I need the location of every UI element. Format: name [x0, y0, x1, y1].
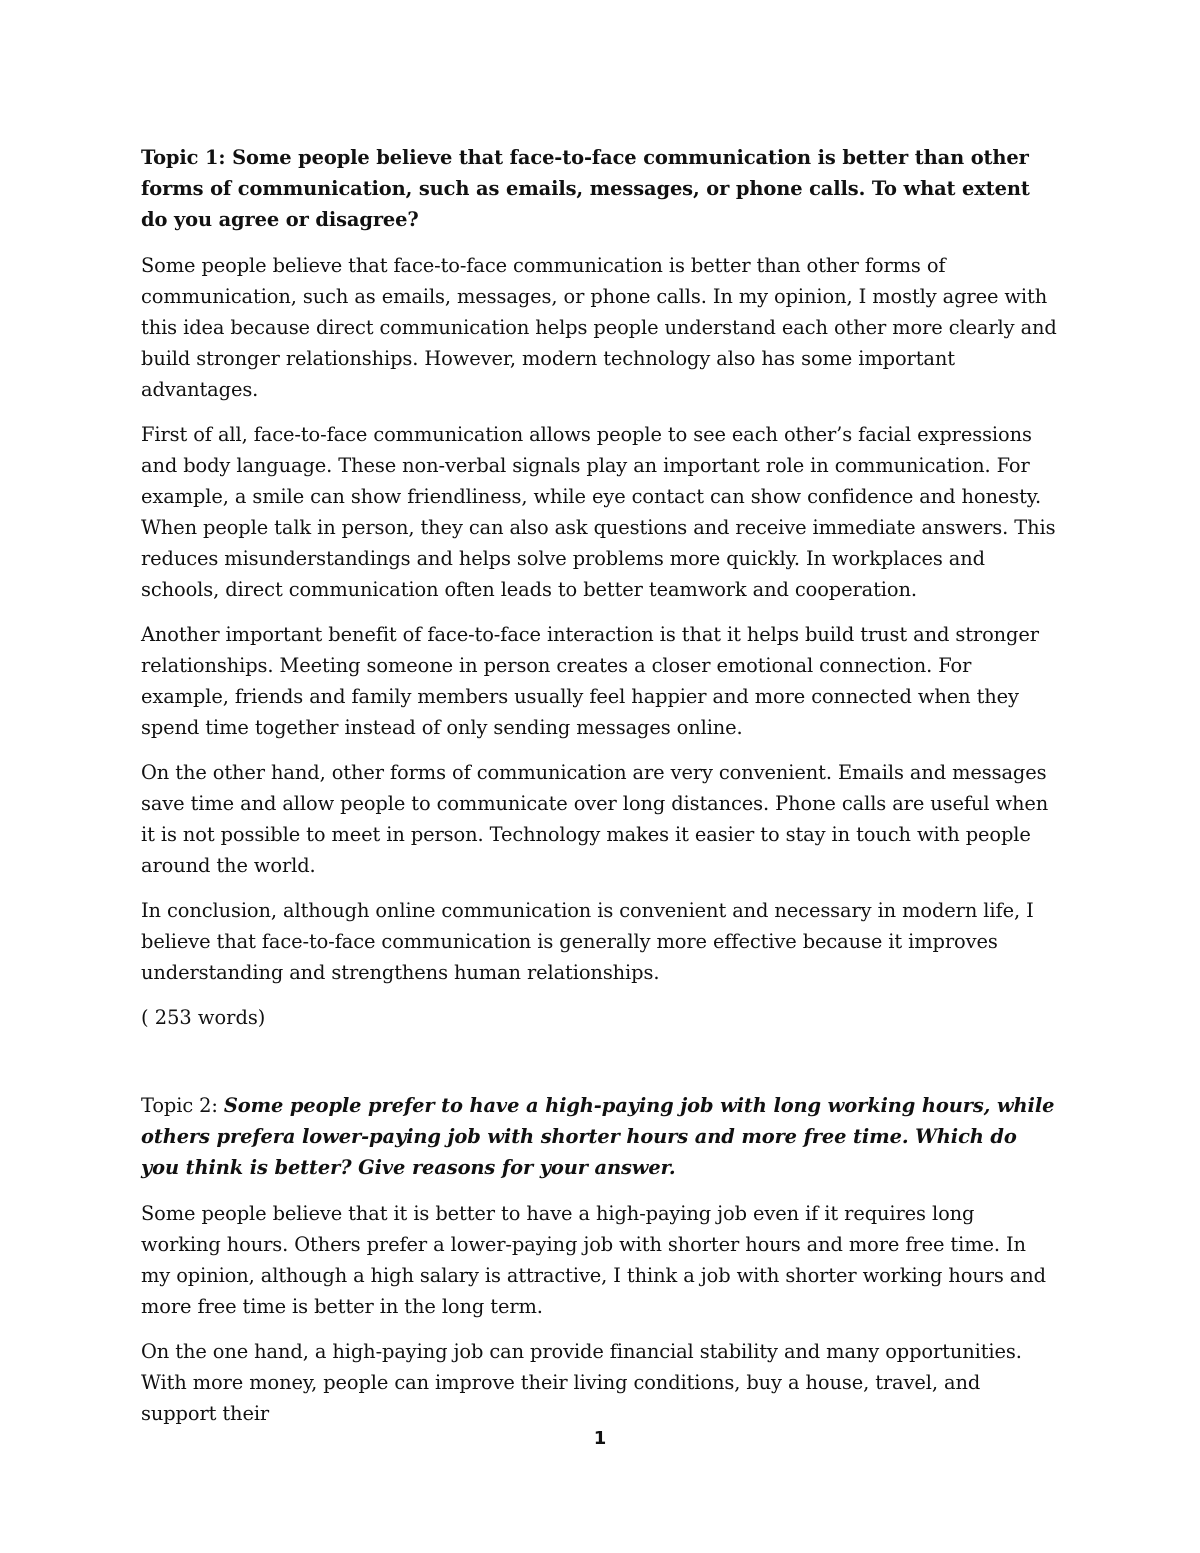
topic-1-word-count: ( 253 words)	[141, 1006, 266, 1029]
topic-1-paragraph-body-3: On the other hand, other forms of communication are very convenient. Emails and messages save time and allow people to communicate over long distances. Phone calls are useful when it is not possible to meet in person. Technology makes it easier to stay in touch with people around the world.	[141, 761, 1049, 877]
topic-2-question: Some people prefer to have a high-paying job with long working hours, while others prefera lower-paying job with shorter hours and more free time. Which do you think is better? Give reasons for your answer.	[141, 1094, 1055, 1179]
topic-1-paragraph-conclusion: In conclusion, although online communication is convenient and necessary in modern life, I believe that face-to-face communication is generally more effective because it improves understanding and strengthens human relationships.	[141, 899, 1034, 984]
section-spacer	[141, 1048, 1057, 1090]
document-body	[141, 142, 1057, 1443]
topic-1-question: Some people believe that face-to-face communication is better than other forms of communication, such as emails, messages, or phone calls. To what extent do you agree or disagree?	[141, 146, 1030, 231]
topic-1-heading	[141, 142, 1057, 235]
topic-2-paragraph-body-1: On the one hand, a high-paying job can provide financial stability and many opportunities. With more money, people can improve their living conditions, buy a house, travel, and support their	[141, 1340, 1022, 1425]
page-number: 1	[593, 1428, 607, 1449]
topic-1-paragraph-body-1: First of all, face-to-face communication allows people to see each other’s facial expressions and body language. These non-verbal signals play an important role in communication. For example, a smile can show friendliness, while eye contact can show confidence and honesty. When people talk in person, they can also ask questions and receive immediate answers. This reduces misunderstandings and helps solve problems more quickly. In workplaces and schools, direct communication often leads to better teamwork and cooperation.	[141, 423, 1056, 601]
topic-2-label: Topic 2:	[141, 1094, 224, 1117]
topic-1-paragraph-intro: Some people believe that face-to-face communication is better than other forms of communication, such as emails, messages, or phone calls. In my opinion, I mostly agree with this idea because direct communication helps people understand each other more clearly and build stronger relationships. However, modern technology also has some important advantages.	[141, 254, 1057, 401]
topic-1-paragraph-body-2: Another important benefit of face-to-face interaction is that it helps build trust and stronger relationships. Meeting someone in person creates a closer emotional connection. For example, friends and family members usually feel happier and more connected when they spend time together instead of only sending messages online.	[141, 623, 1039, 739]
topic-2-heading	[141, 1090, 1057, 1183]
topic-2-paragraph-intro: Some people believe that it is better to have a high-paying job even if it requires long working hours. Others prefer a lower-paying job with shorter hours and more free time. In my opinion, although a high salary is attractive, I think a job with shorter working hours and more free time is better in the long term.	[141, 1202, 1046, 1318]
topic-1-label: Topic 1:	[141, 146, 233, 169]
